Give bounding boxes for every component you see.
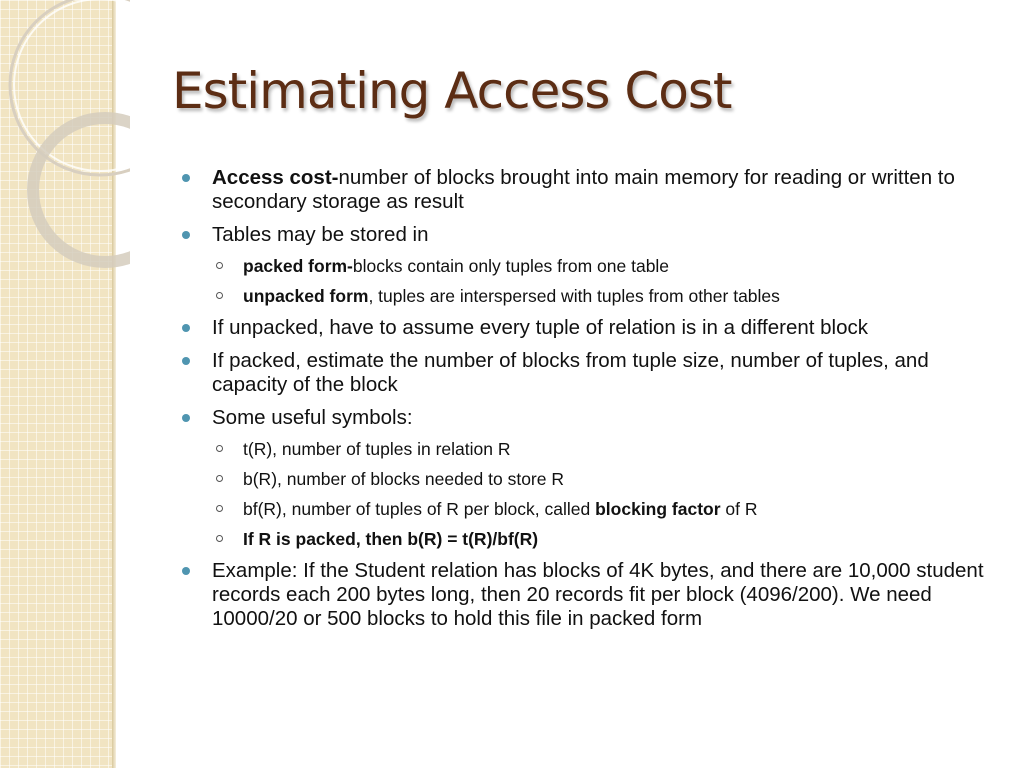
bullet-if-unpacked (180, 316, 990, 340)
bullet-text: number of blocks brought into main memory for reading or written to secondary storage as result (212, 166, 955, 213)
bullet-dot-icon (182, 231, 190, 239)
bullet-example (180, 559, 990, 631)
bullet-if-packed (180, 349, 990, 397)
bullet-dot-icon (182, 414, 190, 422)
slide-body (180, 166, 990, 640)
bullet-text: Tables may be stored in (212, 223, 429, 246)
subbullet-packed-form (180, 256, 990, 277)
bullet-text: blocks contain only tuples from one table (352, 256, 670, 276)
bullet-bold-text: packed form- (243, 256, 353, 276)
subbullet-packed-formula (180, 529, 990, 550)
bullet-text: , tuples are interspersed with tuples from other tables (368, 286, 780, 306)
bullet-bold-text: blocking factor (595, 499, 721, 519)
subbullet-b-of-r (180, 469, 990, 490)
bullet-ring-icon (216, 475, 223, 482)
bullet-bold-text: If R is packed, then b(R) = t(R)/bf(R) (243, 529, 539, 549)
subbullet-bf-of-r (180, 499, 990, 520)
bullet-text: t(R), number of tuples in relation R (243, 439, 511, 459)
slide-title: Estimating Access Cost (172, 62, 732, 120)
bullet-text: If unpacked, have to assume every tuple of relation is in a different block (212, 316, 868, 339)
bullet-text: Some useful symbols: (212, 406, 413, 429)
bullet-bold-text: unpacked form (243, 286, 369, 306)
subbullet-unpacked-form (180, 286, 990, 307)
bullet-ring-icon (216, 505, 223, 512)
decorative-circles (0, 0, 130, 300)
bullet-dot-icon (182, 567, 190, 575)
bullet-dot-icon (182, 324, 190, 332)
subbullet-t-of-r (180, 439, 990, 460)
bullet-dot-icon (182, 174, 190, 182)
bullet-text: If packed, estimate the number of blocks from tuple size, number of tuples, and capacity of the block (212, 349, 929, 396)
bullet-tables-stored (180, 223, 990, 247)
bullet-ring-icon (216, 535, 223, 542)
bullet-text: Example: If the Student relation has blocks of 4K bytes, and there are 10,000 student records each 200 bytes long, then 20 records fit per block (4096/200). We need 10000/20 or 500 blocks to hold this file in packed form (212, 559, 984, 630)
bullet-bold-text: Access cost- (212, 166, 339, 189)
bullet-text: of R (720, 499, 758, 519)
bullet-text: bf(R), number of tuples of R per block, called (243, 499, 596, 519)
bullet-dot-icon (182, 357, 190, 365)
bullet-ring-icon (216, 292, 223, 299)
bullet-useful-symbols (180, 406, 990, 430)
bullet-ring-icon (216, 445, 223, 452)
bullet-access-cost (180, 166, 990, 214)
bullet-ring-icon (216, 262, 223, 269)
bullet-text: b(R), number of blocks needed to store R (243, 469, 564, 489)
